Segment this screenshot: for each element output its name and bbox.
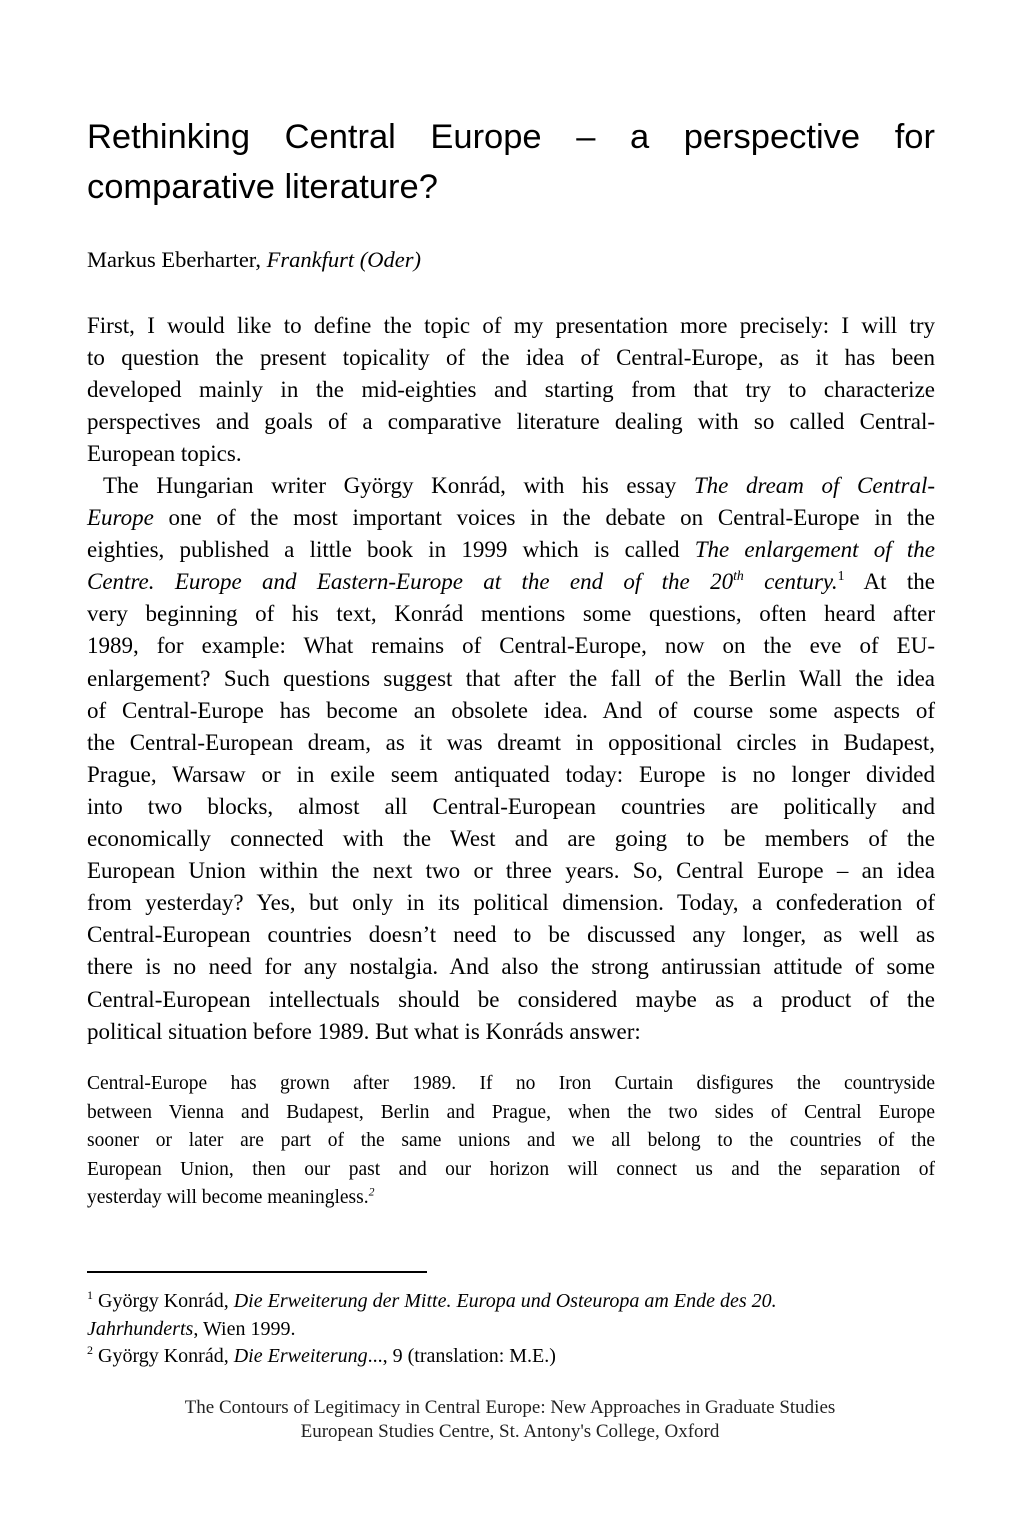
footnote-line xyxy=(87,1343,935,1371)
quote-line: Central-Europe has grown after 1989. If no Iron Curtain disfigures the countryside xyxy=(87,1073,935,1094)
title-word: Central xyxy=(284,118,396,156)
text-line: First, I would like to define the topic of my presentation more precisely: I will try xyxy=(87,313,935,338)
text-line xyxy=(87,470,935,502)
text-line: economically connected with the West and are going to be members of the xyxy=(87,826,935,852)
footnote-ref-1[interactable]: 1 xyxy=(837,568,845,584)
text-line: from yesterday? Yes, but only in its political dimension. Today, a confederation of xyxy=(87,890,935,916)
author-byline xyxy=(87,245,421,275)
essay-title: Europe xyxy=(87,505,154,531)
text-run: The Hungarian writer György Konrád, with his essay xyxy=(103,473,694,498)
title-word: – xyxy=(576,118,596,156)
title-word: for xyxy=(894,118,935,156)
block-quote xyxy=(87,1070,935,1213)
footnote-line xyxy=(87,1316,935,1344)
quote-line xyxy=(87,1184,935,1213)
page-footer xyxy=(0,1396,1020,1444)
text-line: political situation before 1989. But what is Konráds answer: xyxy=(87,1018,641,1044)
footnote-rest: , Wien 1999. xyxy=(193,1317,296,1340)
text-line xyxy=(87,566,935,598)
text-run: one of the most important voices in the debate on Central-Europe in the xyxy=(153,505,935,531)
text-line: very beginning of his text, Konrád mentions some questions, often heard after xyxy=(87,601,935,627)
title-word: a xyxy=(629,118,650,156)
document-title xyxy=(87,112,935,212)
quote-line: between Vienna and Budapest, Berlin and Prague, when the two sides of Central Europe xyxy=(87,1101,935,1123)
ordinal-suffix: th xyxy=(733,568,744,584)
footnote-author: György Konrád, xyxy=(93,1345,234,1367)
footnotes xyxy=(87,1288,935,1371)
text-run: eighties, published a little book in 1999 which is called xyxy=(87,537,695,563)
text-line: perspectives and goals of a comparative literature dealing with so called Central- xyxy=(87,409,935,435)
footnote-separator xyxy=(87,1271,427,1273)
text-line: European topics. xyxy=(87,441,242,467)
title-word: perspective xyxy=(683,118,861,156)
text-run: Centre. Europe and Eastern-Europe at the end of the 20 xyxy=(87,569,734,595)
footnote-author: György Konrád, xyxy=(93,1290,234,1312)
footnote-number: 1 xyxy=(87,1288,93,1303)
title-word: Rethinking xyxy=(87,118,251,156)
book-title xyxy=(87,569,838,594)
text-line xyxy=(87,502,935,534)
author-name: Markus Eberharter, xyxy=(87,247,262,272)
author-affiliation: Frankfurt (Oder) xyxy=(266,247,422,272)
paragraph-2 xyxy=(87,470,935,1048)
text-run: yesterday will become meaningless. xyxy=(87,1187,369,1208)
text-line: the Central-European dream, as it was dreamt in oppositional circles in Budapest, xyxy=(87,729,935,755)
text-line: European Union within the next two or three years. So, Central Europe – an idea xyxy=(87,858,935,884)
text-line: Central-European countries doesn’t need to be discussed any longer, as well as xyxy=(87,922,935,948)
quote-line: European Union, then our past and our horizon will connect us and the separation of xyxy=(87,1158,935,1180)
text-line xyxy=(87,534,935,566)
title-line-1 xyxy=(87,112,935,162)
text-line: into two blocks, almost all Central-European countries are politically and xyxy=(87,793,935,819)
title-line-2: comparative literature? xyxy=(87,168,438,206)
text-line: developed mainly in the mid-eighties and starting from that try to characterize xyxy=(87,377,935,403)
footnote-1 xyxy=(87,1288,935,1343)
footnote-line xyxy=(87,1288,935,1316)
text-line: to question the present topicality of the idea of Central-Europe, as it has been xyxy=(87,345,935,371)
text-line: 1989, for example: What remains of Central-Europe, now on the eve of EU- xyxy=(87,633,935,659)
footer-conference-title: The Contours of Legitimacy in Central Europe: New Approaches in Graduate Studies xyxy=(184,1397,836,1418)
text-line: Central-European intellectuals should be considered maybe as a product of the xyxy=(87,986,935,1012)
text-run: At the xyxy=(844,569,935,595)
title-word: Europe xyxy=(430,118,542,156)
footnote-title: Die Erweiterung der Mitte. Europa und Osteuropa am Ende des 20. xyxy=(233,1290,777,1312)
footnote-title: Die Erweiterung xyxy=(233,1345,368,1367)
text-line: Prague, Warsaw or in exile seem antiquated today: Europe is no longer divided xyxy=(87,761,935,787)
footer-institution: European Studies Centre, St. Antony's College, Oxford xyxy=(300,1421,720,1442)
paragraph-1 xyxy=(87,310,935,470)
text-line: enlargement? Such questions suggest that after the fall of the Berlin Wall the idea xyxy=(87,665,935,691)
text-run: century. xyxy=(743,569,838,595)
footnote-ref-2[interactable]: 2 xyxy=(368,1185,375,1199)
footnote-number: 2 xyxy=(87,1343,93,1358)
book-title: The enlargement of the xyxy=(694,537,935,563)
footnote-title: Jahrhunderts xyxy=(87,1317,194,1340)
footnote-2 xyxy=(87,1343,935,1371)
quote-line: sooner or later are part of the same unions and we all belong to the countries of the xyxy=(87,1130,935,1151)
text-line: there is no need for any nostalgia. And also the strong antirussian attitude of some xyxy=(87,954,935,980)
footnote-rest: ..., 9 (translation: M.E.) xyxy=(367,1345,556,1367)
essay-title: The dream of Central- xyxy=(693,473,935,498)
text-line: of Central-Europe has become an obsolete idea. And of course some aspects of xyxy=(87,697,935,723)
